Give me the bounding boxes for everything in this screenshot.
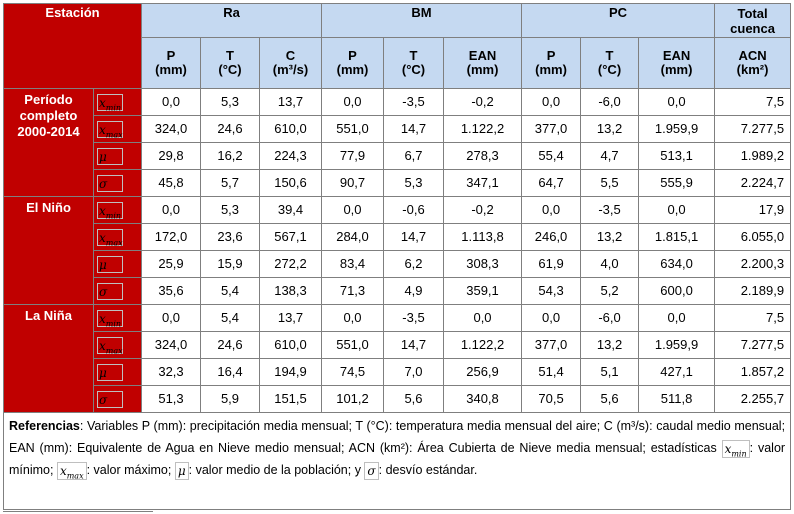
stat-symbol-cell xyxy=(94,359,142,386)
period-label: Período completo 2000-2014 xyxy=(4,89,94,197)
table-row xyxy=(4,170,791,197)
table-row xyxy=(4,224,791,251)
table-cell: 511,8 xyxy=(639,386,715,413)
table-cell: 29,8 xyxy=(142,143,201,170)
stat-symbol-cell xyxy=(94,251,142,278)
table-cell: 567,1 xyxy=(260,224,322,251)
column-var: T xyxy=(409,48,418,63)
column-unit: (mm) xyxy=(660,62,693,77)
period-label: El Niño xyxy=(4,197,94,305)
table-cell: 1.959,9 xyxy=(639,116,715,143)
table-cell: 5,3 xyxy=(201,89,260,116)
table-cell: 377,0 xyxy=(522,116,581,143)
stat-symbol-inline: $x_{min}$ xyxy=(722,440,750,458)
table-cell: 1.122,2 xyxy=(444,332,522,359)
column-var: EAN xyxy=(662,48,691,63)
table-cell: 0,0 xyxy=(322,305,384,332)
table-cell: 551,0 xyxy=(322,332,384,359)
table-cell: 74,5 xyxy=(322,359,384,386)
stat-symbol: μ xyxy=(97,364,123,381)
table-row xyxy=(4,305,791,332)
stat-symbol-inline: σ xyxy=(364,462,378,480)
stat-symbol: μ xyxy=(97,148,123,165)
table-cell: 359,1 xyxy=(444,278,522,305)
table-cell: 610,0 xyxy=(260,332,322,359)
column-unit: (°C) xyxy=(218,62,242,77)
group-header: PC xyxy=(522,4,715,38)
table-cell: 6,7 xyxy=(384,143,444,170)
column-unit: (°C) xyxy=(401,62,426,77)
table-cell: 25,9 xyxy=(142,251,201,278)
table-cell: 17,9 xyxy=(715,197,791,224)
column-unit: (m³/s) xyxy=(272,62,309,77)
stat-symbol-cell xyxy=(94,143,142,170)
column-header xyxy=(260,38,322,89)
stat-symbol-cell xyxy=(94,197,142,224)
stat-symbol: $x_{max}$ xyxy=(99,230,123,247)
stat-symbol: $x_{min}$ xyxy=(99,203,122,220)
table-cell: 0,0 xyxy=(142,197,201,224)
table-cell: 7,5 xyxy=(715,89,791,116)
table-row xyxy=(4,197,791,224)
references-row xyxy=(4,413,791,510)
table-cell: -3,5 xyxy=(384,89,444,116)
column-unit: (°C) xyxy=(597,62,622,77)
stat-symbol-cell xyxy=(94,224,142,251)
table-cell: 246,0 xyxy=(522,224,581,251)
table-cell: 45,8 xyxy=(142,170,201,197)
column-header xyxy=(142,38,201,89)
table-cell: 13,7 xyxy=(260,89,322,116)
table-cell: 2.224,7 xyxy=(715,170,791,197)
table-cell: 51,3 xyxy=(142,386,201,413)
table-cell: -0,6 xyxy=(384,197,444,224)
column-var: P xyxy=(348,48,357,63)
table-cell: 555,9 xyxy=(639,170,715,197)
group-header: Total cuenca xyxy=(715,4,791,38)
table-cell: 0,0 xyxy=(322,197,384,224)
table-cell: 377,0 xyxy=(522,332,581,359)
stat-symbol-cell xyxy=(94,116,142,143)
table-cell: 70,5 xyxy=(522,386,581,413)
table-cell: 324,0 xyxy=(142,332,201,359)
table-row xyxy=(4,143,791,170)
table-cell: 4,7 xyxy=(581,143,639,170)
table-row xyxy=(4,332,791,359)
column-header xyxy=(201,38,260,89)
column-header xyxy=(384,38,444,89)
table-cell: 1.113,8 xyxy=(444,224,522,251)
group-header: BM xyxy=(322,4,522,38)
footnote-rule xyxy=(3,511,153,512)
table-cell: 0,0 xyxy=(142,89,201,116)
table-cell: 101,2 xyxy=(322,386,384,413)
stat-symbol-cell xyxy=(94,386,142,413)
table-cell: 600,0 xyxy=(639,278,715,305)
references-text: Referencias: Variables P (mm): precipitación media mensual; T (°C): temperatura media mensual del aire; C (m³/s): caudal medio mensual; EAN (mm): Equivalente de Agua en Nieve medio mensual; ACN (km²): Área Cubierta de Nieve media mensual; estadísticas $x_{min}$ : valor mínimo; $x_{max}$ : valor máximo; μ : valor medio de la población; y σ : desvío estándar. xyxy=(4,413,791,510)
table-cell: 0,0 xyxy=(639,305,715,332)
table-cell: 77,9 xyxy=(322,143,384,170)
table-cell: 278,3 xyxy=(444,143,522,170)
column-var: EAN xyxy=(468,48,497,63)
column-header xyxy=(639,38,715,89)
table-cell: 14,7 xyxy=(384,116,444,143)
table-cell: 32,3 xyxy=(142,359,201,386)
table-cell: 16,2 xyxy=(201,143,260,170)
column-header xyxy=(444,38,522,89)
column-unit: (km²) xyxy=(736,62,769,77)
table-cell: 5,2 xyxy=(581,278,639,305)
table-cell: 16,4 xyxy=(201,359,260,386)
table-cell: 61,9 xyxy=(522,251,581,278)
table-cell: -6,0 xyxy=(581,305,639,332)
column-var: T xyxy=(605,48,614,63)
table-cell: 5,3 xyxy=(384,170,444,197)
table-cell: -0,2 xyxy=(444,197,522,224)
stat-symbol: σ xyxy=(97,175,123,192)
column-header xyxy=(522,38,581,89)
table-cell: 5,4 xyxy=(201,278,260,305)
column-var: P xyxy=(166,48,176,63)
table-cell: 138,3 xyxy=(260,278,322,305)
table-cell: -3,5 xyxy=(384,305,444,332)
table-cell: 90,7 xyxy=(322,170,384,197)
table-cell: 54,3 xyxy=(522,278,581,305)
header-row-groups xyxy=(4,4,791,38)
table-cell: 7,5 xyxy=(715,305,791,332)
table-cell: 610,0 xyxy=(260,116,322,143)
statistics-table xyxy=(3,3,791,510)
table-cell: 5,5 xyxy=(581,170,639,197)
column-unit: (mm) xyxy=(336,62,369,77)
table-cell: 1.989,2 xyxy=(715,143,791,170)
table-row xyxy=(4,278,791,305)
column-var: ACN xyxy=(738,48,767,63)
table-cell: 7.277,5 xyxy=(715,332,791,359)
table-cell: 15,9 xyxy=(201,251,260,278)
stat-symbol-cell xyxy=(94,89,142,116)
table-cell: 23,6 xyxy=(201,224,260,251)
column-header xyxy=(715,38,791,89)
column-unit: (mm) xyxy=(155,62,187,77)
table-cell: 7.277,5 xyxy=(715,116,791,143)
table-row xyxy=(4,386,791,413)
stat-symbol: $x_{max}$ xyxy=(99,122,123,139)
table-cell: -6,0 xyxy=(581,89,639,116)
table-cell: 1.122,2 xyxy=(444,116,522,143)
table-cell: 5,6 xyxy=(581,386,639,413)
table-cell: 194,9 xyxy=(260,359,322,386)
table-cell: 6.055,0 xyxy=(715,224,791,251)
stat-symbol: $x_{max}$ xyxy=(99,338,123,355)
table-cell: 308,3 xyxy=(444,251,522,278)
table-cell: 0,0 xyxy=(444,305,522,332)
table-cell: 39,4 xyxy=(260,197,322,224)
stat-symbol-inline: $x_{max}$ xyxy=(57,462,87,480)
table-cell: 4,9 xyxy=(384,278,444,305)
stat-symbol-cell xyxy=(94,170,142,197)
stat-symbol-inline: μ xyxy=(175,462,189,480)
table-cell: 5,4 xyxy=(201,305,260,332)
table-cell: 347,1 xyxy=(444,170,522,197)
table-cell: 0,0 xyxy=(639,197,715,224)
stat-symbol-cell xyxy=(94,278,142,305)
period-label: La Niña xyxy=(4,305,94,413)
column-var: P xyxy=(546,48,556,63)
table-cell: 5,3 xyxy=(201,197,260,224)
stat-symbol: $x_{min}$ xyxy=(99,311,122,328)
table-cell: 2.200,3 xyxy=(715,251,791,278)
stat-symbol: σ xyxy=(97,391,123,408)
table-cell: 1.959,9 xyxy=(639,332,715,359)
table-cell: 634,0 xyxy=(639,251,715,278)
table-cell: 24,6 xyxy=(201,116,260,143)
table-cell: 2.189,9 xyxy=(715,278,791,305)
table-cell: 13,2 xyxy=(581,224,639,251)
table-row xyxy=(4,359,791,386)
table-cell: 224,3 xyxy=(260,143,322,170)
table-cell: 0,0 xyxy=(639,89,715,116)
table-cell: 0,0 xyxy=(522,305,581,332)
table-cell: 51,4 xyxy=(522,359,581,386)
column-var: T xyxy=(226,48,234,63)
station-header: Estación xyxy=(4,4,142,89)
table-cell: 272,2 xyxy=(260,251,322,278)
table-cell: 427,1 xyxy=(639,359,715,386)
table-cell: 24,6 xyxy=(201,332,260,359)
table-cell: -0,2 xyxy=(444,89,522,116)
table-cell: 256,9 xyxy=(444,359,522,386)
stat-symbol-cell xyxy=(94,305,142,332)
table-cell: 13,2 xyxy=(581,332,639,359)
table-row xyxy=(4,89,791,116)
table-cell: 1.857,2 xyxy=(715,359,791,386)
table-cell: 150,6 xyxy=(260,170,322,197)
table-cell: 4,0 xyxy=(581,251,639,278)
table-cell: 340,8 xyxy=(444,386,522,413)
table-cell: 0,0 xyxy=(522,89,581,116)
table-cell: 0,0 xyxy=(322,89,384,116)
table-cell: 13,7 xyxy=(260,305,322,332)
table-cell: 2.255,7 xyxy=(715,386,791,413)
references-label: Referencias xyxy=(9,419,80,433)
table-cell: 324,0 xyxy=(142,116,201,143)
table-cell: -3,5 xyxy=(581,197,639,224)
column-header xyxy=(322,38,384,89)
stat-symbol: σ xyxy=(97,283,123,300)
column-unit: (mm) xyxy=(535,62,567,77)
table-cell: 551,0 xyxy=(322,116,384,143)
table-cell: 0,0 xyxy=(142,305,201,332)
table-cell: 513,1 xyxy=(639,143,715,170)
table-cell: 83,4 xyxy=(322,251,384,278)
column-var: C xyxy=(285,48,296,63)
table-cell: 7,0 xyxy=(384,359,444,386)
table-cell: 64,7 xyxy=(522,170,581,197)
table-cell: 5,6 xyxy=(384,386,444,413)
table-cell: 284,0 xyxy=(322,224,384,251)
column-header xyxy=(581,38,639,89)
table-cell: 14,7 xyxy=(384,224,444,251)
table-cell: 0,0 xyxy=(522,197,581,224)
table-row xyxy=(4,251,791,278)
table-cell: 5,7 xyxy=(201,170,260,197)
table-cell: 71,3 xyxy=(322,278,384,305)
table-cell: 6,2 xyxy=(384,251,444,278)
table-cell: 5,9 xyxy=(201,386,260,413)
group-header: Ra xyxy=(142,4,322,38)
table-cell: 13,2 xyxy=(581,116,639,143)
table-cell: 14,7 xyxy=(384,332,444,359)
table-cell: 172,0 xyxy=(142,224,201,251)
table-cell: 5,1 xyxy=(581,359,639,386)
stat-symbol: μ xyxy=(97,256,123,273)
table-row xyxy=(4,116,791,143)
table-cell: 1.815,1 xyxy=(639,224,715,251)
stat-symbol: $x_{min}$ xyxy=(99,95,122,112)
column-unit: (mm) xyxy=(466,62,499,77)
table-cell: 151,5 xyxy=(260,386,322,413)
table-cell: 55,4 xyxy=(522,143,581,170)
stat-symbol-cell xyxy=(94,332,142,359)
table-cell: 35,6 xyxy=(142,278,201,305)
